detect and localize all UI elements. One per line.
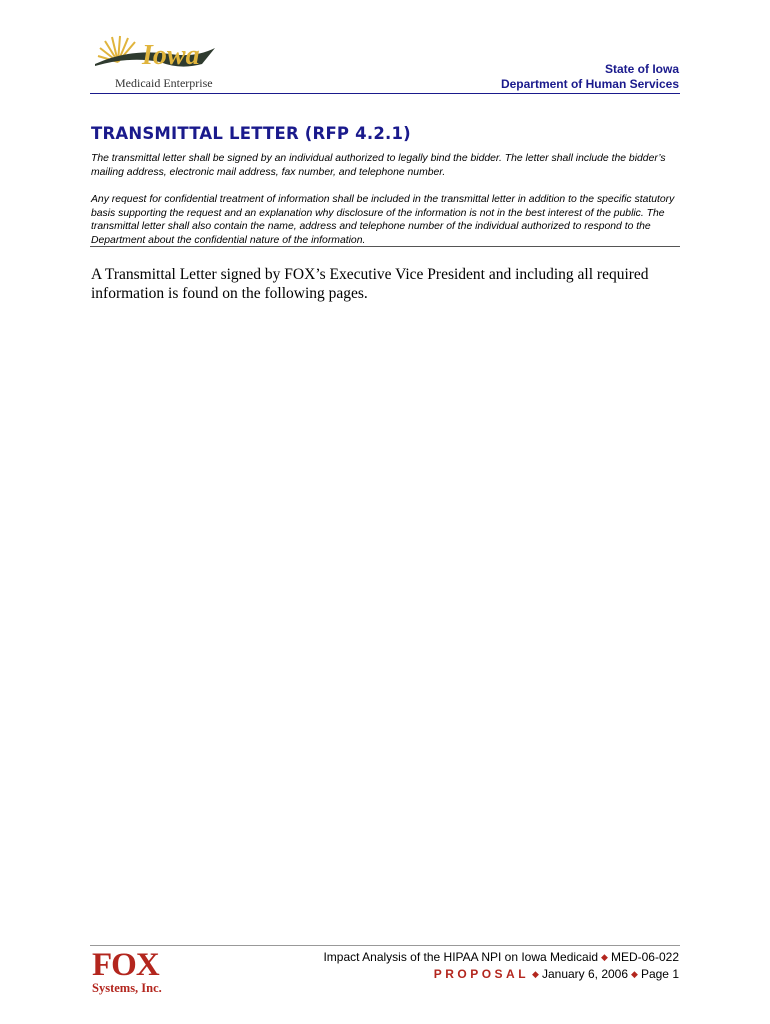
instruction-paragraph-2: Any request for confidential treatment of information shall be included in the transmittal letter in addition to the specific statutory basis supporting the request and an explanation why disclosure of the information is not in the best interest of the public. The transmittal letter shall also contain the name, address and telephone number of the individual authorized to respond to the Department about the confidential nature of the information. — [91, 194, 675, 246]
diamond-icon: ◆ — [601, 952, 608, 962]
instruction-paragraph-1: The transmittal letter shall be signed by an individual authorized to legally bind the bidder. The letter shall include the bidder’s mailing address, electronic mail address, fax number, and telephone number. — [91, 153, 666, 178]
section-title: TRANSMITTAL LETTER (RFP 4.2.1) — [91, 124, 411, 143]
footer-info — [323, 949, 679, 983]
footer-proposal: PROPOSAL — [433, 967, 530, 981]
footer-line-2 — [323, 966, 679, 983]
footer-date: January 6, 2006 — [541, 967, 629, 981]
iowa-sun-icon — [90, 34, 230, 78]
diamond-icon: ◆ — [631, 969, 638, 979]
footer-doc-title: Impact Analysis of the HIPAA NPI on Iowa Medicaid — [323, 950, 599, 964]
footer-doc-code: MED-06-022 — [610, 950, 679, 964]
fox-systems-logo — [90, 947, 180, 1000]
header-divider — [90, 93, 680, 94]
diamond-icon: ◆ — [532, 969, 539, 979]
iowa-medicaid-logo — [90, 34, 230, 94]
fox-wordmark: FOX — [92, 947, 159, 983]
footer-page: Page 1 — [640, 967, 679, 981]
logo-subtitle: Medicaid Enterprise — [115, 76, 213, 90]
state-name: State of Iowa — [604, 62, 679, 76]
footer-line-1 — [323, 949, 679, 966]
instruction-divider — [90, 246, 680, 247]
footer-divider — [90, 945, 680, 946]
fox-subtitle: Systems, Inc. — [92, 981, 162, 995]
department-name: Department of Human Services — [500, 77, 679, 91]
iowa-wordmark: Iowa — [142, 40, 200, 71]
body-paragraph: A Transmittal Letter signed by FOX’s Executive Vice President and including all required information is found on the following pages. — [91, 266, 649, 302]
header-org — [501, 62, 679, 92]
